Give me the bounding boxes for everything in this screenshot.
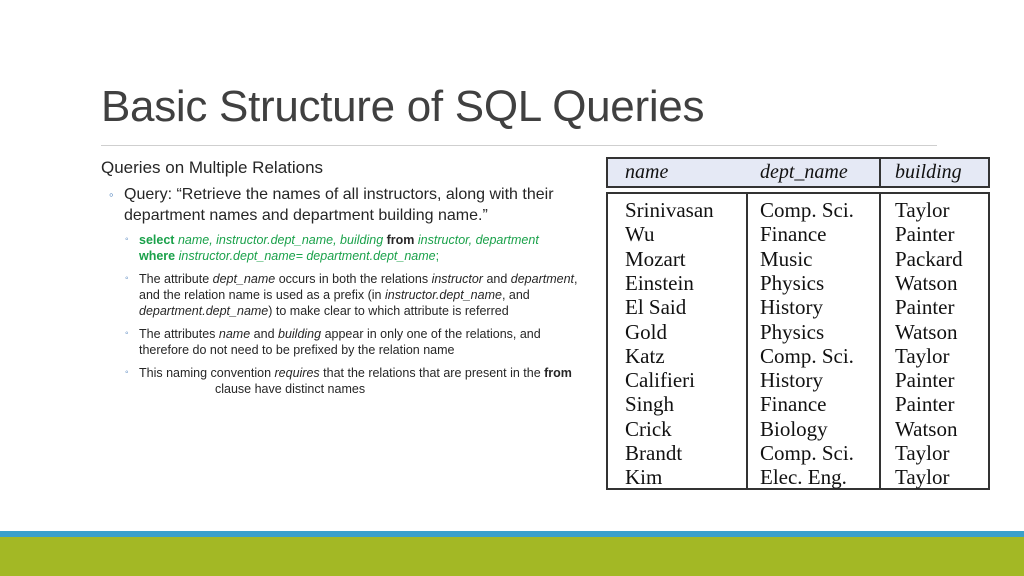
note-prefix-bullet <box>101 271 591 319</box>
note-text: clause have distinct names <box>215 382 366 396</box>
bullet-ring-icon: ◦ <box>125 328 129 339</box>
cell-name: Brandt <box>625 441 683 465</box>
table-row <box>608 392 988 416</box>
cell-building: Taylor <box>895 441 950 465</box>
sql-select-list: name, instructor.dept_name, building <box>177 233 384 247</box>
title-divider <box>101 145 937 146</box>
table-row <box>608 465 988 489</box>
cell-building: Taylor <box>895 343 950 368</box>
cell-building: Painter <box>895 368 955 393</box>
footer-band <box>0 537 1024 576</box>
note-text: This naming convention <box>139 366 275 380</box>
note-text: and <box>250 327 278 341</box>
note-from-keyword: from <box>544 366 572 380</box>
cell-building: Watson <box>895 319 958 344</box>
note-naming-bullet <box>101 365 591 397</box>
bullet-ring-icon: ◦ <box>125 234 129 245</box>
note-text-italic: name <box>218 327 251 341</box>
cell-dept-name: Finance <box>760 392 827 417</box>
sql-from-keyword: from <box>386 233 415 247</box>
note-text-italic: instructor <box>431 272 483 286</box>
note-text: , and <box>501 288 530 302</box>
slide-title: Basic Structure of SQL Queries <box>101 82 705 131</box>
sql-where-keyword: where <box>139 249 176 263</box>
cell-name: Singh <box>625 392 675 417</box>
cell-name: Katz <box>625 343 665 368</box>
cell-building: Watson <box>895 416 958 441</box>
cell-building: Watson <box>895 270 958 295</box>
note-text: ) to make clear to which attribute is referred <box>268 304 509 318</box>
cell-name: Califieri <box>625 368 695 393</box>
cell-name: Kim <box>625 465 663 490</box>
note-text-italic: building <box>278 327 322 341</box>
note-text: , and the relation name is used as a prefix (in <box>139 272 578 302</box>
cell-dept-name: History <box>760 295 823 320</box>
cell-dept-name: Physics <box>760 270 825 295</box>
table-row <box>608 198 988 222</box>
table-row <box>608 441 988 465</box>
note-text: The attributes <box>139 327 219 341</box>
note-text: occurs in both the relations <box>275 272 432 286</box>
bullet-ring-icon: ◦ <box>125 367 129 378</box>
header-divider <box>879 159 881 186</box>
cell-name: Wu <box>625 222 655 247</box>
cell-dept-name: Biology <box>760 416 828 441</box>
table-row <box>608 222 988 246</box>
cell-dept-name: Music <box>760 246 813 271</box>
relation-header <box>606 157 990 188</box>
cell-building: Painter <box>895 222 955 247</box>
table-row <box>608 320 988 344</box>
cell-building: Taylor <box>895 198 950 222</box>
cell-building: Painter <box>895 295 955 320</box>
cell-name: Crick <box>625 416 672 441</box>
cell-dept-name: History <box>760 368 823 393</box>
cell-name: Einstein <box>625 270 694 295</box>
cell-name: Gold <box>625 319 667 344</box>
cell-dept-name: Finance <box>760 222 827 247</box>
table-row <box>608 247 988 271</box>
query-bullet <box>101 184 591 226</box>
table-row <box>608 368 988 392</box>
bullet-ring-icon: ◦ <box>109 187 114 202</box>
cell-name: Mozart <box>625 246 686 271</box>
note-text-italic: requires <box>274 366 320 380</box>
cell-building: Taylor <box>895 465 950 490</box>
query-text: Query: “Retrieve the names of all instructors, along with their department names and department building name.” <box>124 186 554 224</box>
cell-building: Painter <box>895 392 955 417</box>
cell-building: Packard <box>895 246 963 271</box>
note-text-italic: instructor.dept_name <box>384 288 502 302</box>
column-header-dept-name: dept_name <box>760 161 848 183</box>
cell-name: Srinivasan <box>625 198 714 222</box>
cell-dept-name: Comp. Sci. <box>760 441 854 465</box>
cell-dept-name: Comp. Sci. <box>760 198 854 222</box>
table-row <box>608 271 988 295</box>
sql-select-keyword: select <box>139 233 175 247</box>
table-row <box>608 295 988 319</box>
note-unprefixed-bullet <box>101 326 591 358</box>
sql-from-list: instructor, department <box>417 233 539 247</box>
note-text: and <box>482 272 511 286</box>
note-text-italic: department.dept_name <box>139 304 269 318</box>
note-text: The attribute <box>139 272 213 286</box>
column-header-name: name <box>625 161 669 183</box>
bullet-ring-icon: ◦ <box>125 273 129 284</box>
column-header-building: building <box>895 161 962 183</box>
table-row <box>608 417 988 441</box>
cell-dept-name: Elec. Eng. <box>760 465 847 490</box>
sql-terminator: ; <box>435 249 440 263</box>
table-row <box>608 344 988 368</box>
slide-content <box>101 158 591 404</box>
cell-name: El Said <box>625 295 687 320</box>
note-text: that the relations that are present in the <box>319 366 545 380</box>
relation-table <box>606 157 990 490</box>
sql-query <box>139 233 539 263</box>
relation-body <box>606 192 990 490</box>
cell-dept-name: Physics <box>760 319 825 344</box>
section-heading: Queries on Multiple Relations <box>101 158 324 177</box>
cell-dept-name: Comp. Sci. <box>760 343 854 368</box>
sql-where-condition: instructor.dept_name= department.dept_name <box>178 249 436 263</box>
note-text-italic: dept_name <box>212 272 276 286</box>
note-text: appear in only one of the relations, and therefore do not need to be prefixed by the relation name <box>139 327 541 357</box>
note-text-italic: department <box>510 272 575 286</box>
sql-query-bullet <box>101 232 591 264</box>
